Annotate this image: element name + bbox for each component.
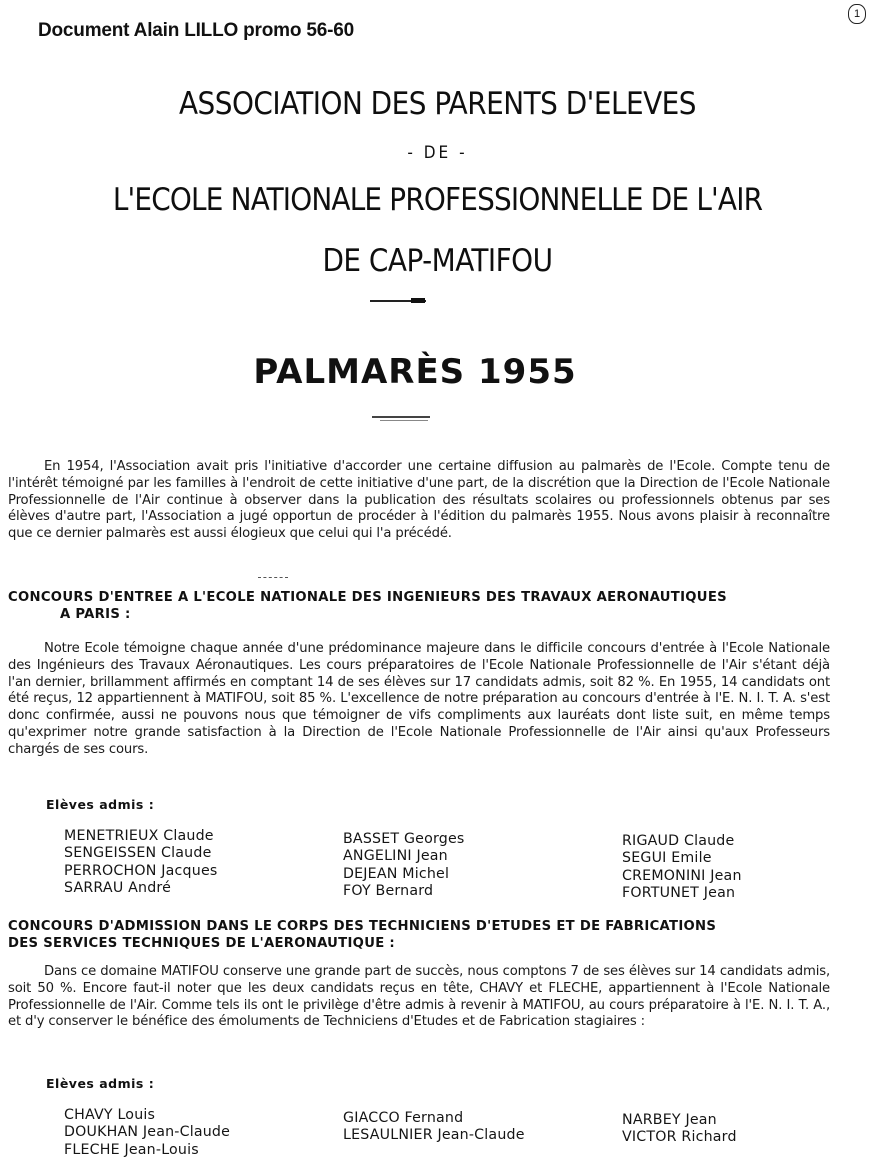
- section-enita-heading: [8, 589, 838, 623]
- admitted-column: [622, 833, 742, 902]
- admitted-label: Elèves admis :: [46, 1076, 155, 1091]
- admitted-label: Elèves admis :: [46, 797, 155, 812]
- section-technicians-paragraph: Dans ce domaine MATIFOU conserve une grande part de succès, nous comptons 7 de ses élèves sur 14 candidats admis, soit 50 %. Encore faut-il noter que les deux candidats reçus en tête, CHAVY et FLECHE, appartiennent à l'Ecole Nationale Professionnelle de l'Air. Comme tels ils ont le privilège d'être admis à revenir à MATIFOU, au cours préparatoire à l'E. N. I. T. A., et d'y conserver le bénéfice des émoluments de Techniciens d'Etudes et de Fabrication stagiaires :: [8, 964, 830, 1030]
- student-name: FOY Bernard: [343, 882, 434, 899]
- student-name: DOUKHAN Jean-Claude: [64, 1124, 231, 1141]
- admitted-column: [343, 831, 465, 900]
- student-name: NARBEY Jean: [622, 1112, 717, 1128]
- student-name: RIGAUD Claude: [622, 833, 735, 849]
- palmares-heading: PALMARÈS 1955: [253, 352, 577, 392]
- student-name: GIACCO Fernand: [343, 1110, 464, 1126]
- section-technicians-title: CONCOURS D'ADMISSION DANS LE CORPS DES TECHNICIENS D'ETUDES ET DE FABRICATIONS: [8, 919, 717, 934]
- student-name: CREMONINI Jean: [622, 867, 742, 884]
- document-source-note: Document Alain LILLO promo 56-60: [38, 20, 354, 41]
- student-name: SARRAU André: [64, 879, 172, 896]
- title-school: L'ECOLE NATIONALE PROFESSIONNELLE DE L'AIR: [112, 182, 763, 218]
- student-name: VICTOR Richard: [622, 1129, 737, 1146]
- title-location: DE CAP-MATIFOU: [322, 243, 553, 279]
- student-name: FLECHE Jean-Louis: [64, 1141, 199, 1158]
- section-technicians-title-cont: DES SERVICES TECHNIQUES DE L'AERONAUTIQUE :: [8, 936, 395, 951]
- palmares-divider-under: [380, 420, 428, 421]
- student-name: PERROCHON Jacques: [64, 862, 218, 879]
- admitted-column: [622, 1112, 737, 1147]
- title-association: ASSOCIATION DES PARENTS D'ELEVES: [178, 86, 697, 122]
- title-divider-mark: [411, 298, 425, 303]
- student-name: LESAULNIER Jean-Claude: [343, 1127, 525, 1144]
- palmares-divider: [372, 416, 430, 418]
- student-name: SENGEISSEN Claude: [64, 845, 212, 862]
- student-name: ANGELINI Jean: [343, 848, 448, 865]
- section-enita-paragraph: Notre Ecole témoigne chaque année d'une prédominance majeure dans le difficile concours d'entrée à l'Ecole Nationale des Ingénieurs des Travaux Aéronautiques. Les cours préparatoires de l'Ecole Nationale Professionnelle de l'Air s'étant déjà l'an dernier, brillamment affirmés en comptant 14 de ses élèves sur 17 candidats admis, soit 82 %. En 1955, 14 candidats ont été reçus, 12 appartiennent à MATIFOU, soit 85 %. L'excellence de notre préparation au concours d'entrée à l'E. N. I. T. A. s'est donc confirmée, aussi ne pouvons nous que témoigner de vifs compliments aux lauréats dont liste suit, en même temps qu'exprimer notre grande satisfaction à la Direction de l'Ecole Nationale Professionnelle de l'Air ainsi qu'aux Professeurs chargés de ses cours.: [8, 641, 830, 757]
- intro-paragraph: En 1954, l'Association avait pris l'initiative d'accorder une certaine diffusion au palmarès de l'Ecole. Compte tenu de l'intérêt témoigné par les familles à l'endroit de cette initiative d'une part, de la discrétion que la Direction de l'Ecole Nationale Professionnelle de l'Air continue à observer dans la publication des résultats scolaires ou professionnels obtenus par ses élèves d'autre part, l'Association a jugé opportun de procéder à l'édition du palmarès 1955. Nous avons plaisir à reconnaître que ce dernier palmarès est aussi élogieux que celui qui l'a précédé.: [8, 459, 830, 542]
- section-enita-title-cont: A PARIS :: [60, 607, 131, 622]
- title-de: - DE -: [407, 143, 468, 163]
- section-enita-title: CONCOURS D'ENTREE A L'ECOLE NATIONALE DES INGENIEURS DES TRAVAUX AERONAUTIQUES: [8, 590, 727, 605]
- admitted-column: [343, 1110, 525, 1145]
- student-name: CHAVY Louis: [64, 1107, 156, 1123]
- section-separator: [258, 577, 288, 579]
- student-name: SEGUI Emile: [622, 850, 712, 867]
- student-name: DEJEAN Michel: [343, 865, 450, 882]
- student-name: FORTUNET Jean: [622, 884, 736, 901]
- student-name: BASSET Georges: [343, 831, 465, 847]
- student-name: MENETRIEUX Claude: [64, 828, 214, 844]
- admitted-column: [64, 828, 217, 897]
- page-number: 1: [848, 4, 866, 24]
- section-technicians-heading: [8, 918, 838, 952]
- admitted-column: [64, 1107, 230, 1159]
